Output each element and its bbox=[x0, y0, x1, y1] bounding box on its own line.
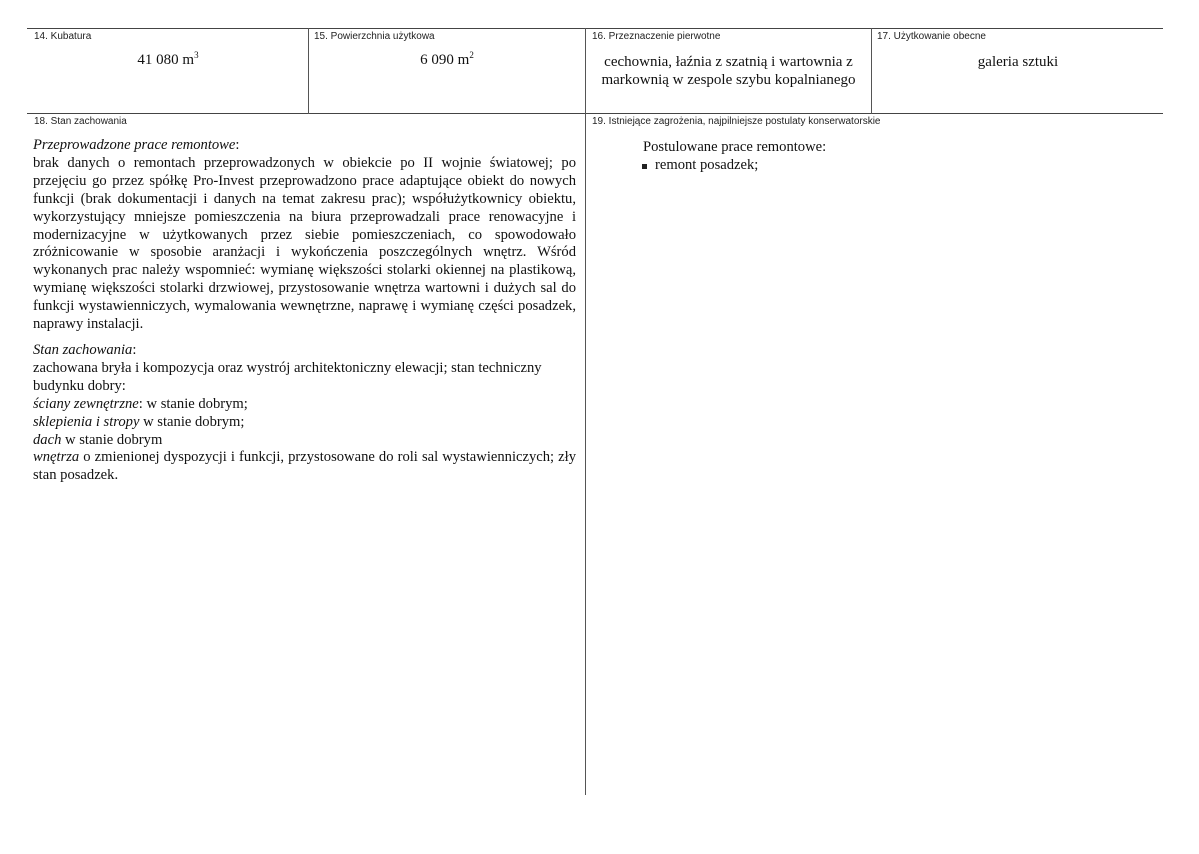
state-text: zachowana bryła i kompozycja oraz wystrój architektoniczny elewacji; stan techniczny budynku dobry: bbox=[33, 359, 542, 394]
col-divider-2 bbox=[585, 28, 586, 795]
original-use-line-2: markownią w zespole szybu kopalnianego bbox=[601, 72, 856, 88]
works-text: brak danych o remontach przeprowadzonych w obiekcie po II wojnie światowej; po przejęciu go przez spółkę Pro-Invest przeprowadzono prace adaptujące obiekt do nowych funkcji (brak dokumentacji i danych na temat zakresu prac); współużytkownicy obiektu, wykorzystujący mniejsze pomieszczenia na biura przeprowadzali prace renowacyjne i modernizacyjne w użytkowanych przez siebie pomieszczeniach, co spowodowało zróżnicowanie w sposobie aranżacji i wykończenia poszczególnych wnętrz. Wśród wykonanych prac należy wspomnieć: wymianę większości stolarki okiennej na plastikową, wymianę większości stolarki drzwiowej, przystosowanie wnętrza wartowni i dużych sal do funkcji wystawienniczych, wymalowania wewnętrzne, naprawę i wymianę części posadzek, naprawy instalacji. bbox=[33, 154, 576, 333]
cubature-number: 41 080 m bbox=[137, 52, 195, 68]
col-divider-1 bbox=[308, 28, 309, 114]
original-use-line-1: cechownia, łaźnia z szatnią i wartownia z bbox=[604, 54, 853, 70]
postulates-list bbox=[640, 157, 1143, 175]
field-16-label: 16. Przeznaczenie pierwotne bbox=[592, 31, 721, 42]
col-divider-3 bbox=[871, 28, 872, 114]
works-heading: Przeprowadzone prace remontowe: bbox=[33, 137, 240, 153]
cubature-exponent: 3 bbox=[194, 50, 199, 60]
walls-line: ściany zewnętrzne: w stanie dobrym; bbox=[33, 395, 248, 412]
table-top-border bbox=[27, 28, 1163, 29]
field-17-label: 17. Użytkowanie obecne bbox=[877, 31, 986, 42]
field-17-value: galeria sztuki bbox=[977, 54, 1059, 70]
field-14-label: 14. Kubatura bbox=[34, 31, 92, 42]
postulates-heading: Postulowane prace remontowe: bbox=[643, 139, 827, 155]
area-exponent: 2 bbox=[469, 50, 474, 60]
field-18-content bbox=[33, 137, 576, 485]
field-18-label: 18. Stan zachowania bbox=[34, 116, 127, 127]
field-15-label: 15. Powierzchnia użytkowa bbox=[314, 31, 435, 42]
interiors-line: wnętrza o zmienionej dyspozycji i funkcji, przystosowane do roli sal wystawienniczych; zły stan posadzek. bbox=[33, 449, 576, 484]
row-divider bbox=[27, 113, 1163, 114]
state-heading: Stan zachowania: bbox=[33, 341, 137, 358]
field-15-value bbox=[310, 51, 584, 69]
area-number: 6 090 m bbox=[420, 52, 470, 68]
roof-line: dach w stanie dobrym bbox=[33, 431, 163, 448]
field-19-label: 19. Istniejące zagrożenia, najpilniejsze postulaty konserwatorskie bbox=[592, 116, 881, 127]
field-19-content bbox=[643, 139, 1143, 175]
field-14-value bbox=[30, 51, 306, 69]
field-16-value bbox=[587, 53, 870, 89]
list-item: remont posadzek; bbox=[640, 157, 1143, 175]
vaults-line: sklepienia i stropy w stanie dobrym; bbox=[33, 413, 245, 430]
